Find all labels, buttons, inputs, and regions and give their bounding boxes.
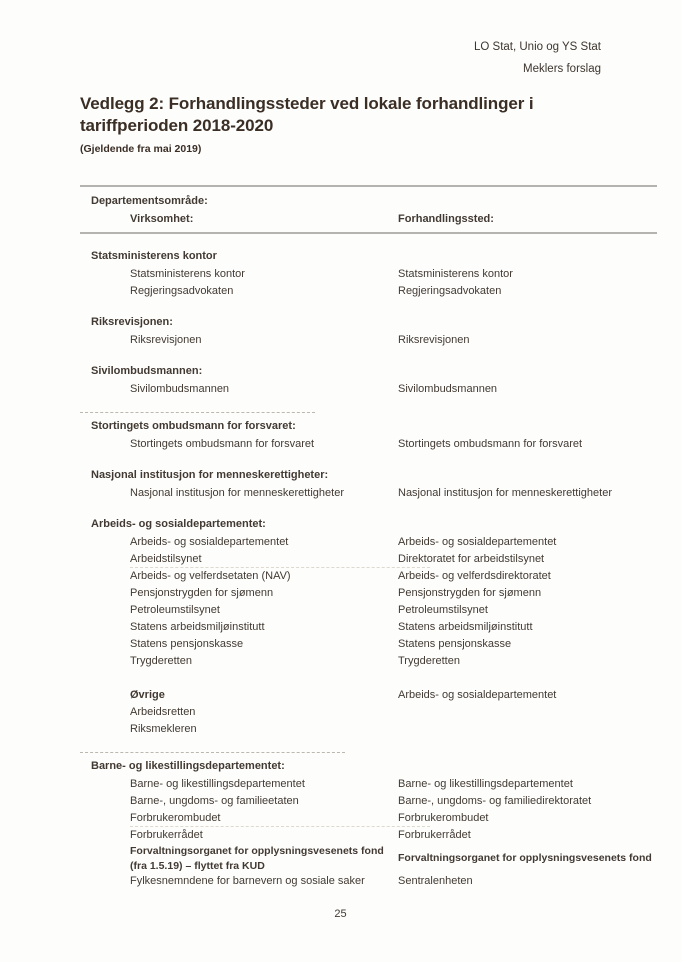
table-top-rule: [80, 185, 657, 187]
page-title-line1: Vedlegg 2: Forhandlingssteder ved lokale forhandlinger i: [80, 94, 534, 113]
table-row: [80, 332, 657, 349]
virksomhet-cell: Statens arbeidsmiljøinstitutt: [130, 621, 265, 633]
table-header-rule: [80, 232, 657, 234]
forhandlingssted-cell: Sentralenheten: [398, 875, 473, 887]
virksomhet-cell: Nasjonal institusjon for menneskerettigheter: [130, 487, 345, 499]
virksomhet-cell: Arbeidsretten: [130, 706, 196, 718]
forhandlingssted-cell: Petroleumstilsynet: [398, 604, 488, 616]
page-number: 25: [334, 908, 347, 920]
forhandlingssted-cell: Riksrevisjonen: [398, 334, 470, 346]
table-row: [80, 687, 657, 704]
forhandlingssted-cell: Regjeringsadvokaten: [398, 285, 502, 297]
virksomhet-cell: Pensjonstrygden for sjømenn: [130, 587, 274, 599]
page-title: [80, 93, 570, 137]
section-heading: Sivilombudsmannen:: [91, 365, 203, 377]
table-group-header: Departementsområde:: [91, 195, 208, 207]
virksomhet-cell: Riksrevisjonen: [130, 334, 202, 346]
page-subtitle: (Gjeldende fra mai 2019): [80, 143, 202, 155]
table-column-headers: [80, 209, 657, 232]
table-row: [80, 619, 657, 636]
table-row: [80, 653, 657, 670]
ovrige-label: Øvrige: [130, 689, 165, 701]
forhandlingssted-cell: Stortingets ombudsmann for forsvaret: [398, 438, 583, 450]
page-title-line2: tariffperioden 2018-2020: [80, 116, 274, 135]
virksomhet-cell: Riksmekleren: [130, 723, 197, 735]
col-header-virksomhet: Virksomhet:: [130, 213, 194, 225]
section-heading: Arbeids- og sosialdepartementet:: [91, 518, 266, 530]
section-statsministerens-kontor: [80, 248, 657, 300]
table-row: [80, 551, 657, 568]
table-row-forvaltningsorganet: [80, 844, 657, 873]
table-row: [80, 704, 657, 721]
col-header-forhandlingssted: Forhandlingssted:: [398, 213, 494, 225]
forhandlingssted-cell: [398, 721, 657, 738]
scan-artifact-line: [80, 752, 345, 753]
virksomhet-cell: Regjeringsadvokaten: [130, 285, 234, 297]
section-heading: Riksrevisjonen:: [91, 316, 173, 328]
forhandlingssted-cell: Sivilombudsmannen: [398, 383, 498, 395]
virksomhet-cell: Statens pensjonskasse: [130, 638, 244, 650]
virksomhet-line2: (fra 1.5.19) – flyttet fra KUD: [130, 859, 265, 872]
forhandlingssted-cell: Forbrukerrådet: [398, 829, 471, 841]
forhandlingssted-cell: Statens pensjonskasse: [398, 638, 512, 650]
virksomhet-line1: Forvaltningsorganet for opplysningsvesenets fond: [130, 845, 384, 857]
table-row: [80, 381, 657, 398]
virksomhet-cell: Forbrukerrådet: [130, 829, 203, 841]
section-arbeids-og-sosialdepartementet: [80, 516, 657, 738]
section-stortingets-ombudsmann: [80, 412, 657, 453]
table-row: [80, 568, 657, 585]
forhandlingssted-cell: Arbeids- og sosialdepartementet: [398, 536, 557, 548]
header-org-line: LO Stat, Unio og YS Stat: [474, 41, 601, 53]
table-row: [80, 534, 657, 551]
forhandlingssted-cell: Arbeids- og velferdsdirektoratet: [398, 570, 551, 582]
virksomhet-cell: Statsministerens kontor: [130, 268, 245, 280]
section-nasjonal-institusjon: [80, 467, 657, 502]
table-row: [80, 602, 657, 619]
forhandlingssted-cell: Statsministerens kontor: [398, 268, 513, 280]
virksomhet-cell: Arbeidstilsynet: [130, 553, 202, 565]
forhandlingssted-cell: Forvaltningsorganet for opplysningsvesenets fond: [398, 852, 652, 864]
section-heading: Statsministerens kontor: [91, 250, 217, 262]
virksomhet-cell: Fylkesnemndene for barnevern og sosiale saker: [130, 875, 365, 887]
table-row: [80, 721, 657, 738]
table-row: [80, 266, 657, 283]
forhandlingssted-cell: Trygderetten: [398, 655, 460, 667]
header-proposal-line: Meklers forslag: [523, 63, 601, 75]
document-header: [0, 0, 681, 80]
virksomhet-cell: Sivilombudsmannen: [130, 383, 230, 395]
section-heading: Barne- og likestillingsdepartementet:: [91, 760, 285, 772]
virksomhet-cell: Barne- og likestillingsdepartementet: [130, 778, 305, 790]
table-row: [80, 436, 657, 453]
table-row: [80, 793, 657, 810]
virksomhet-cell: Forbrukerombudet: [130, 812, 221, 824]
virksomhet-cell: Trygderetten: [130, 655, 192, 667]
forhandlingssted-cell: Nasjonal institusjon for menneskerettigheter: [398, 487, 613, 499]
section-barne-og-likestillingsdepartementet: [80, 752, 657, 890]
section-riksrevisjonen: [80, 314, 657, 349]
virksomhet-cell: Petroleumstilsynet: [130, 604, 220, 616]
forhandlingssted-cell: [398, 704, 657, 721]
virksomhet-cell: Barne-, ungdoms- og familieetaten: [130, 795, 299, 807]
table-row: [80, 827, 657, 844]
negotiation-table: [80, 185, 657, 890]
section-sivilombudsmannen: [80, 363, 657, 398]
table-row: [80, 636, 657, 653]
forhandlingssted-cell: Arbeids- og sosialdepartementet: [398, 689, 557, 701]
table-row: [80, 873, 657, 890]
virksomhet-cell: Arbeids- og velferdsetaten (NAV): [130, 570, 291, 582]
section-heading: Stortingets ombudsmann for forsvaret:: [91, 420, 296, 432]
virksomhet-cell: Stortingets ombudsmann for forsvaret: [130, 438, 315, 450]
table-row: [80, 283, 657, 300]
forhandlingssted-cell: Pensjonstrygden for sjømenn: [398, 587, 542, 599]
forhandlingssted-cell: Barne- og likestillingsdepartementet: [398, 778, 573, 790]
forhandlingssted-cell: Forbrukerombudet: [398, 812, 489, 824]
scan-artifact-line: [80, 412, 315, 413]
table-row: [80, 585, 657, 602]
virksomhet-cell: [80, 844, 398, 873]
section-heading: Nasjonal institusjon for menneskerettigheter:: [91, 469, 329, 481]
ovrige-subsection: [80, 687, 657, 738]
table-row: [80, 485, 657, 502]
forhandlingssted-cell: Barne-, ungdoms- og familiedirektoratet: [398, 795, 592, 807]
virksomhet-cell: Arbeids- og sosialdepartementet: [130, 536, 289, 548]
table-row: [80, 810, 657, 827]
forhandlingssted-cell: Direktoratet for arbeidstilsynet: [398, 553, 545, 565]
table-row: [80, 776, 657, 793]
forhandlingssted-cell: Statens arbeidsmiljøinstitutt: [398, 621, 533, 633]
